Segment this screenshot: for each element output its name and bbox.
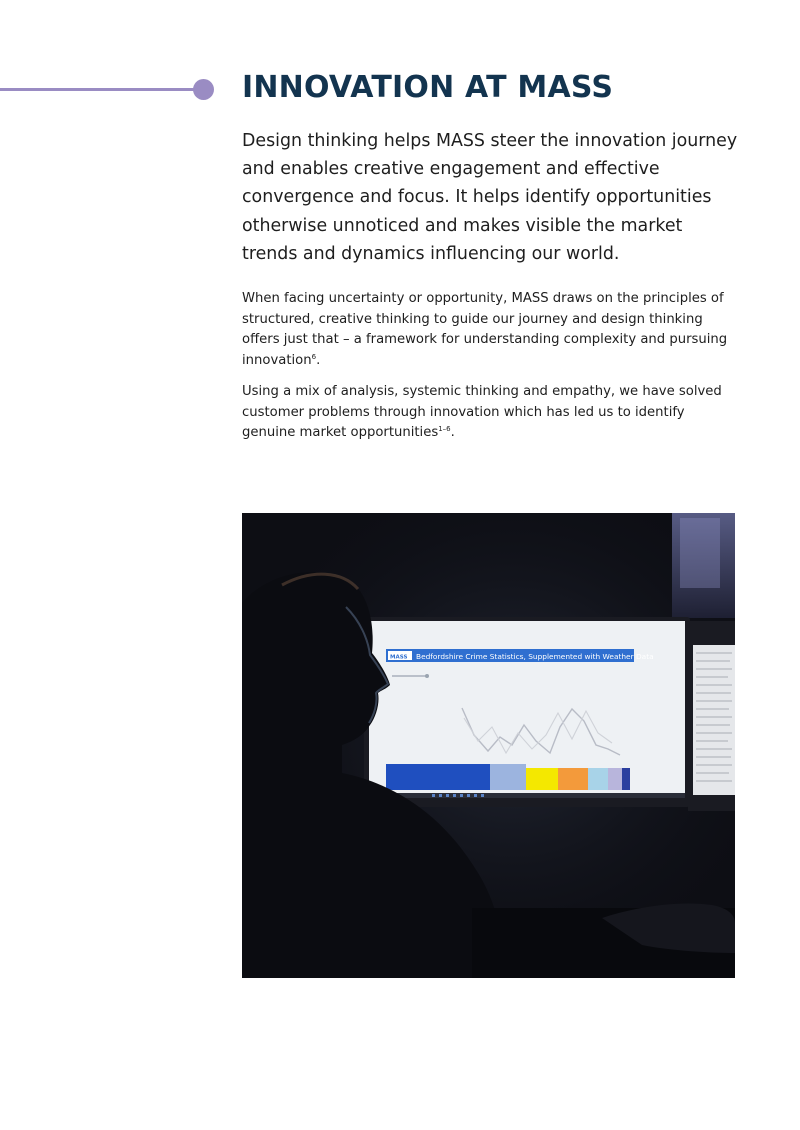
body-paragraph-2-text: Using a mix of analysis, systemic thinking and empathy, we have solved customer problems through innovation which has led us to identify genuine market opportunities (242, 384, 722, 441)
monitor-main (364, 617, 690, 807)
body-paragraph-1-end: . (316, 352, 321, 368)
accent-dot (193, 79, 214, 100)
intro-paragraph: Design thinking helps MASS steer the innovation journey and enables creative engagement and effective convergence and focus. It helps identify opportunities otherwise unnoticed and makes visible the market trends and dynamics influencing our world. (242, 131, 738, 264)
page-title: INNOVATION AT MASS (242, 70, 614, 105)
body-paragraph-1-text: When facing uncertainty or opportunity, MASS draws on the principles of structured, creative thinking to guide our journey and design thinking offers just that – a framework for understanding complexity and pursuing innovation (242, 291, 728, 368)
body-paragraph-1 (242, 289, 737, 371)
screen-logo: MASS (390, 654, 408, 661)
accent-rule (0, 88, 200, 91)
office-photo (242, 513, 735, 978)
body-paragraph-2 (242, 382, 737, 444)
body-paragraph-2-end: . (450, 425, 455, 441)
screen-title: Bedfordshire Crime Statistics, Supplemented with Weather Data (416, 652, 654, 661)
citation-ref: 1–6 (438, 425, 451, 434)
monitor-secondary (688, 621, 735, 811)
citation-ref: 6 (311, 352, 317, 361)
